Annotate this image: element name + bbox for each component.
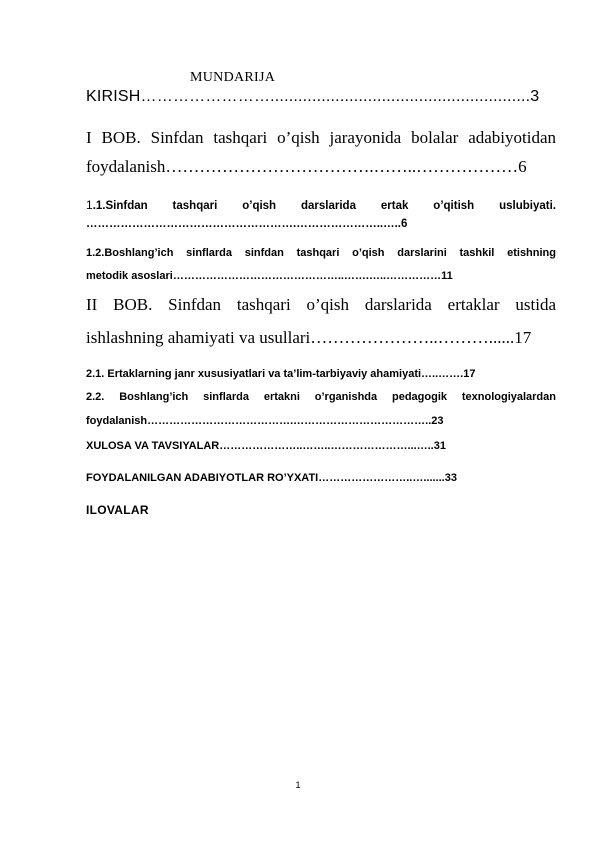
toc-entry-2-2-line1: 2.2. Boshlang’ich sinflarda ertakni o’rganishda pedagogik texnologiyalardan	[86, 391, 556, 403]
page-number: 1	[295, 780, 301, 790]
toc-entry-1-1-line1	[86, 196, 556, 214]
toc-entry-1-2-line2: metodik asoslari………………………………………..…….…..……………11	[86, 270, 453, 282]
toc-entry-1-1-number: 1	[86, 198, 93, 212]
toc-entry-adabiyotlar: FOYDALANILGAN ADABIYOTLAR RO’YXATI……………………..….......33	[86, 472, 457, 484]
toc-entry-1-1-line2: ……………………………………………….…………………..…..6	[86, 218, 408, 230]
toc-entry-xulosa: XULOSA VA TAVSIYALAR…………………..……..…………………...…..31	[86, 440, 446, 452]
toc-entry-1-1-text: .1.Sinfdan tashqari o’qish darslarida ertak o’qitish uslubiyati.	[92, 200, 556, 212]
toc-entry-1-2-line1: 1.2.Boshlang’ich sinflarda sinfdan tashqari o’qish darslarini tashkil etishning	[86, 247, 556, 259]
toc-entry-bob1-line2: foydalanish……………………………….……..………………6	[86, 157, 527, 176]
toc-entry-2-1: 2.1. Ertaklarning janr xususiyatlari va ta’lim-tarbiyaviy ahamiyati…..…….17	[86, 368, 476, 380]
toc-title: MUNDARIJA	[190, 70, 276, 85]
toc-entry-2-2-line2: foydalanish………………………………….………………………………..23	[86, 415, 444, 427]
toc-entry-ilovalar: ILOVALAR	[86, 503, 149, 517]
toc-entry-kirish: KIRISH……………………........................................................3	[86, 88, 540, 105]
toc-entry-bob2-line2: ishlashning ahamiyati va usullari…………………..………......17	[86, 328, 532, 347]
toc-entry-bob2-line1: II BOB. Sinfdan tashqari o’qish darslarida ertaklar ustida	[86, 295, 556, 314]
toc-entry-bob1-line1: I BOB. Sinfdan tashqari o’qish jarayonida bolalar adabiyotidan	[86, 128, 556, 147]
